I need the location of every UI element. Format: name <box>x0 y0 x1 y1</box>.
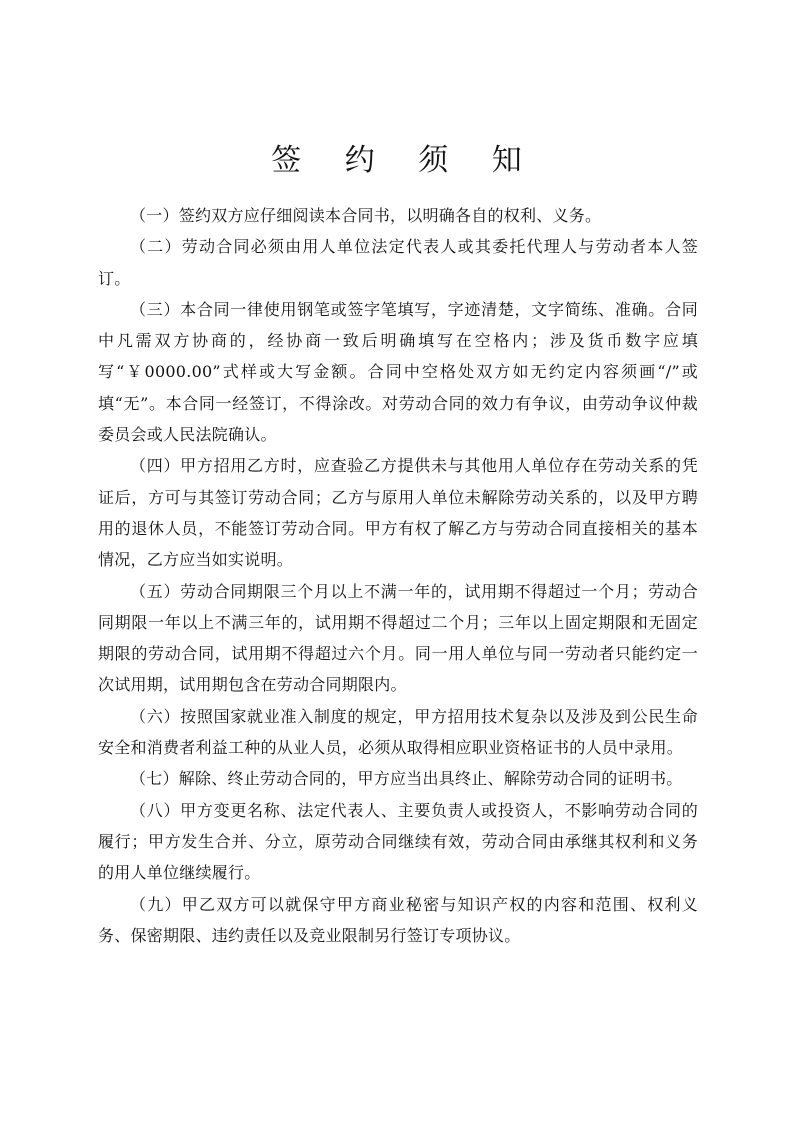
clause-4: （四）甲方招用乙方时，应查验乙方提供未与其他用人单位存在劳动关系的凭证后，方可与其签订劳动合同；乙方与原用人单位未解除劳动关系的，以及甲方聘用的退休人员，不能签订劳动合同。甲方有权了解乙方与劳动合同直接相关的基本情况，乙方应当如实说明。 <box>98 456 698 570</box>
page-title: 签 约 须 知 <box>271 143 539 178</box>
clause-5: （五）劳动合同期限三个月以上不满一年的，试用期不得超过一个月；劳动合同期限一年以上不满三年的，试用期不得超过二个月；三年以上固定期限和无固定期限的劳动合同，试用期不得超过六个月。同一用人单位与同一劳动者只能约定一次试用期，试用期包含在劳动合同期限内。 <box>98 581 698 695</box>
clause-3: （三）本合同一律使用钢笔或签字笔填写，字迹清楚，文字简练、准确。合同中凡需双方协商的，经协商一致后明确填写在空格内；涉及货币数字应填写“￥0000.00”式样或大写金额。合同中空格处双方如无约定内容须画“/”或填“无”。本合同一经签订，不得涂改。对劳动合同的效力有争议，由劳动争议仲裁委员会或人民法院确认。 <box>98 299 698 445</box>
clause-6: （六）按照国家就业准入制度的规定，甲方招用技术复杂以及涉及到公民生命安全和消费者利益工种的从业人员，必须从取得相应职业资格证书的人员中录用。 <box>98 706 698 758</box>
document-body <box>98 200 698 951</box>
clause-2: （二）劳动合同必须由用人单位法定代表人或其委托代理人与劳动者本人签订。 <box>98 237 698 288</box>
clause-9: （九）甲乙双方可以就保守甲方商业秘密与知识产权的内容和范围、权利义务、保密期限、违约责任以及竞业限制另行签订专项协议。 <box>98 894 698 945</box>
clause-8: （八）甲方变更名称、法定代表人、主要负责人或投资人，不影响劳动合同的履行；甲方发生合并、分立，原劳动合同继续有效，劳动合同由承继其权利和义务的用人单位继续履行。 <box>98 800 698 883</box>
clause-7: （七）解除、终止劳动合同的，甲方应当出具终止、解除劳动合同的证明书。 <box>130 769 683 789</box>
clause-1: （一）签约双方应仔细阅读本合同书，以明确各自的权利、义务。 <box>130 206 602 225</box>
